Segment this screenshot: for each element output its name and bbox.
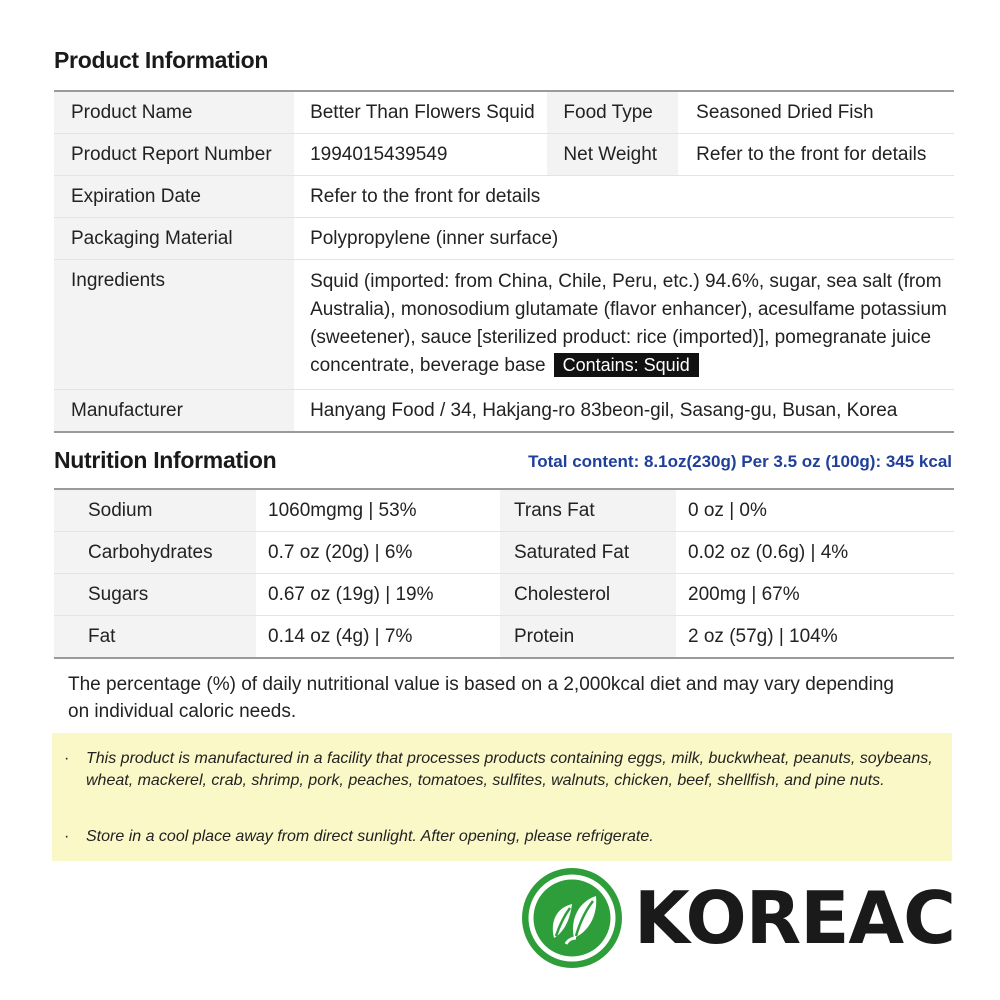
nutrient-value: 0.7 oz (20g) | 6%: [256, 532, 500, 574]
brand-logo: [520, 866, 960, 970]
expiration-date-value: Refer to the front for details: [294, 176, 954, 218]
nutrient-value: 200mg | 67%: [676, 574, 954, 616]
ingredients-value: [294, 260, 954, 390]
nutrient-name: Saturated Fat: [500, 532, 676, 574]
nutrient-value: 0.14 oz (4g) | 7%: [256, 616, 500, 659]
nutrient-value: 0.67 oz (19g) | 19%: [256, 574, 500, 616]
table-row: [54, 260, 954, 390]
packaging-material-value: Polypropylene (inner surface): [294, 218, 954, 260]
nutrient-value: 2 oz (57g) | 104%: [676, 616, 954, 659]
table-row: [54, 134, 954, 176]
report-number-label: Product Report Number: [54, 134, 294, 176]
nutrient-name: Sodium: [54, 489, 256, 532]
nutrition-summary: Total content: 8.1oz(230g) Per 3.5 oz (100g): 345 kcal: [528, 452, 952, 471]
ingredients-text: Squid (imported: from China, Chile, Peru, etc.) 94.6%, sugar, sea salt (from Australia), monosodium glutamate (flavor enhancer), acesulfame potassium (sweetener), sauce [sterilized product: rice (imported)], pomegranate juice concentrate, beverage base: [310, 271, 947, 376]
nutrient-name: Fat: [54, 616, 256, 659]
manufacturer-label: Manufacturer: [54, 390, 294, 433]
food-type-label: Food Type: [547, 91, 678, 134]
leaf-icon: [520, 866, 624, 970]
expiration-date-label: Expiration Date: [54, 176, 294, 218]
nutrient-name: Cholesterol: [500, 574, 676, 616]
net-weight-value: Refer to the front for details: [678, 134, 954, 176]
storage-notice-text: Store in a cool place away from direct sunlight. After opening, please refrigerate.: [86, 828, 654, 845]
table-row: [54, 91, 954, 134]
table-row: [54, 489, 954, 532]
bullet-icon: ·: [64, 750, 70, 767]
nutrient-name: Carbohydrates: [54, 532, 256, 574]
nutrient-value: 1060mgmg | 53%: [268, 499, 417, 521]
product-name-label: Product Name: [54, 91, 294, 134]
nutrient-value: 0.02 oz (0.6g) | 4%: [676, 532, 954, 574]
daily-value-footnote: The percentage (%) of daily nutritional value is based on a 2,000kcal diet and may vary depending on individual caloric needs.: [68, 674, 894, 722]
nutrient-value: 0 oz | 0%: [688, 499, 767, 521]
report-number-value: 1994015439549: [294, 134, 547, 176]
food-type-value: Seasoned Dried Fish: [696, 101, 874, 123]
allergy-notice-text: This product is manufactured in a facility that processes products containing eggs, milk, buckwheat, peanuts, soybeans, wheat, mackerel, crab, shrimp, pork, peaches, tomatoes, sulfites, walnuts, chicken, beef, shellfish, and pine nuts.: [86, 750, 933, 789]
table-row: [54, 616, 954, 659]
packaging-material-label: Packaging Material: [54, 218, 294, 260]
bullet-icon: ·: [64, 828, 70, 845]
storage-notice: [64, 826, 934, 848]
nutrient-name: Protein: [500, 616, 676, 659]
allergy-notice: [64, 748, 934, 792]
net-weight-label: Net Weight: [547, 134, 678, 176]
table-row: [54, 176, 954, 218]
nutrient-name: Sugars: [54, 574, 256, 616]
table-row: [54, 390, 954, 433]
manufacturer-value: Hanyang Food / 34, Hakjang-ro 83beon-gil, Sasang-gu, Busan, Korea: [294, 390, 954, 433]
brand-name: KOREAC: [634, 876, 955, 960]
nutrient-name: Trans Fat: [500, 489, 676, 532]
product-information-table: [54, 90, 954, 433]
product-name-value: Better Than Flowers Squid: [310, 101, 535, 123]
table-row: [54, 532, 954, 574]
nutrition-information-title: Nutrition Information: [54, 447, 277, 473]
allergy-notice-box: [52, 733, 952, 861]
ingredients-label: Ingredients: [54, 260, 294, 390]
table-row: [54, 218, 954, 260]
table-row: [54, 574, 954, 616]
product-information-title: Product Information: [54, 47, 269, 73]
nutrition-table: [54, 488, 954, 659]
contains-badge: Contains: Squid: [554, 353, 699, 377]
